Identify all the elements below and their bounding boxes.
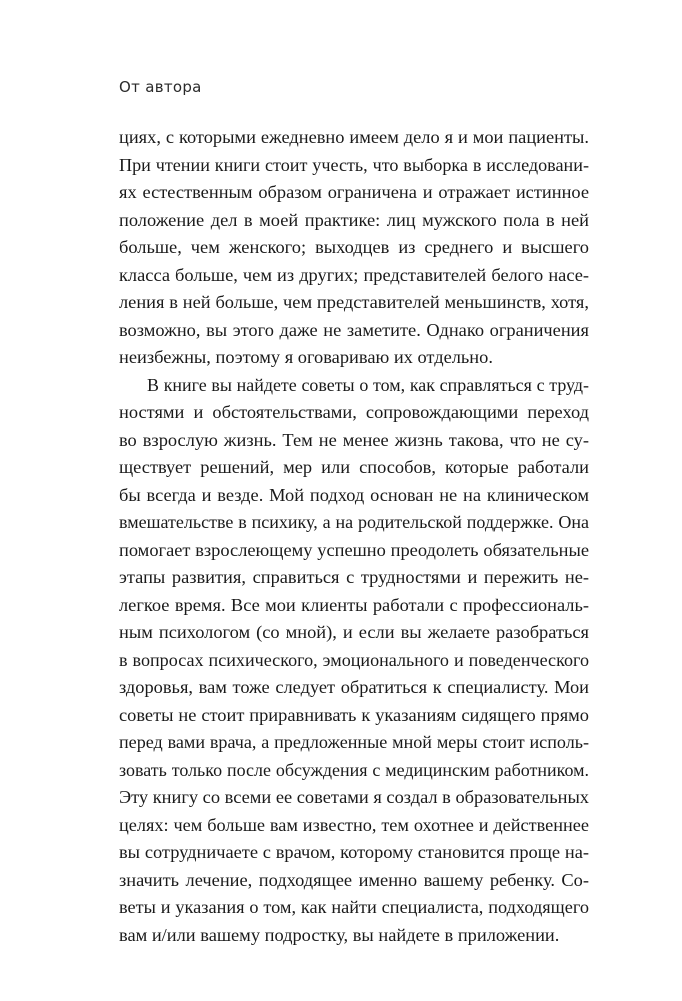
text-line: класса больше, чем из других; представителей белого насе-: [119, 264, 589, 285]
text-line: При чтении книги стоит учесть, что выборка в исследовани-: [119, 154, 589, 175]
text-line: зовать только после обсуждения с медицинским работником.: [119, 759, 589, 780]
text-line: больше, чем женского; выходцев из среднего и высшего: [119, 237, 589, 257]
text-line: в вопросах психического, эмоционального и поведенческого: [119, 649, 589, 670]
text-line: бы всегда и везде. Мой подход основан не на клиническом: [119, 484, 589, 505]
text-line: возможно, вы этого даже не заметите. Однако ограничения: [119, 319, 589, 340]
text-line: Эту книгу со всеми ее советами я создал в образовательных: [119, 787, 589, 807]
text-line: В книге вы найдете советы о том, как справляться с труд-: [147, 374, 589, 395]
running-head: От автора: [119, 78, 202, 96]
text-line: перед вами врача, а предложенные мной меры стоит исполь-: [119, 732, 589, 752]
text-line: циях, с которыми ежедневно имеем дело я и мои пациенты.: [119, 127, 589, 147]
text-line: легкое время. Все мои клиенты работали с профессиональ-: [119, 594, 589, 615]
text-line: неизбежны, поэтому я оговариваю их отдельно.: [119, 347, 493, 367]
text-line: ления в ней больше, чем представителей меньшинств, хотя,: [119, 292, 589, 312]
text-line: вмешательстве в психику, а на родительской поддержке. Она: [119, 512, 589, 532]
text-line: ным психологом (со мной), и если вы желаете разобраться: [119, 622, 589, 642]
text-line: целях: чем больше вам известно, тем охотнее и действеннее: [119, 814, 589, 835]
text-line: здоровья, вам тоже следует обратиться к специалисту. Мои: [119, 677, 589, 697]
body-text: [119, 124, 589, 949]
text-line: положение дел в моей практике: лиц мужского пола в ней: [119, 209, 589, 230]
text-line: вам и/или вашему подростку, вы найдете в приложении.: [119, 924, 560, 945]
text-line: веты и указания о том, как найти специалиста, подходящего: [119, 897, 589, 917]
text-line: во взрослую жизнь. Тем не менее жизнь такова, что не су-: [119, 429, 589, 450]
paragraph-2: [119, 372, 589, 950]
text-line: ществует решений, мер или способов, которые работали: [119, 457, 589, 477]
text-line: ностями и обстоятельствами, сопровождающими переход: [119, 402, 589, 422]
paragraph-1: [119, 124, 589, 372]
text-line: ях естественным образом ограничена и отражает истинное: [119, 182, 589, 202]
text-line: значить лечение, подходящее именно вашему ребенку. Со-: [119, 869, 589, 890]
text-line: советы не стоит приравнивать к указаниям сидящего прямо: [119, 704, 589, 725]
text-line: помогает взрослеющему успешно преодолеть обязательные: [119, 539, 589, 560]
text-line: этапы развития, справиться с трудностями и пережить не-: [119, 567, 589, 587]
text-line: вы сотрудничаете с врачом, которому становится проще на-: [119, 842, 589, 862]
